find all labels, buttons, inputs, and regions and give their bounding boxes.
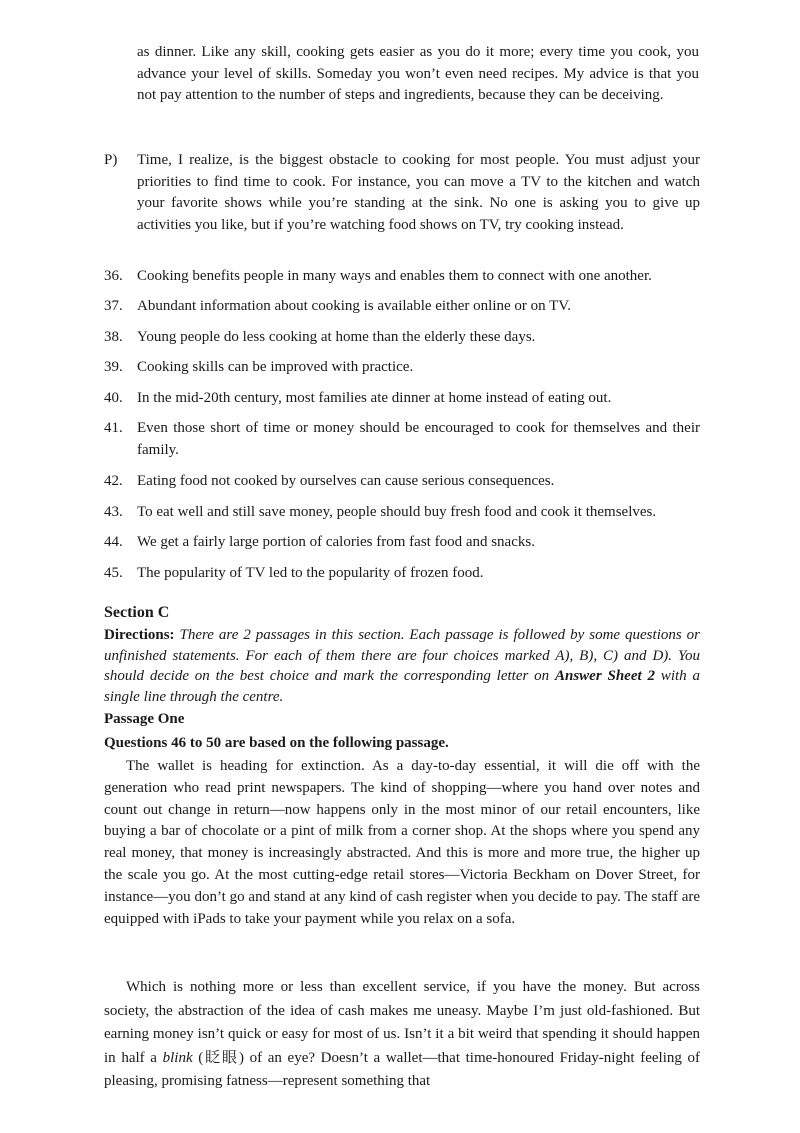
statement-number: 40.: [104, 390, 123, 406]
statement-number: 44.: [104, 534, 123, 550]
statement-41: [104, 418, 700, 461]
passage-title: Passage One: [104, 711, 185, 727]
statement-text: Young people do less cooking at home than the elderly these days.: [137, 329, 536, 345]
statement-number: 39.: [104, 359, 123, 375]
statement-39: [104, 357, 700, 379]
statement-text: In the mid-20th century, most families ate dinner at home instead of eating out.: [137, 390, 612, 406]
statement-43: [104, 502, 700, 524]
statement-number: 43.: [104, 504, 123, 520]
statement-number: 37.: [104, 298, 123, 314]
statement-number: 36.: [104, 268, 123, 284]
continuation-paragraph: as dinner. Like any skill, cooking gets easier as you do it more; every time you cook, you advance your level of skills. Someday you won’t even need recipes. My advice is that you not pay attention to the number of steps and ingredients, because they can be deceiving.: [137, 44, 699, 103]
statement-text: The popularity of TV led to the popularity of frozen food.: [137, 565, 484, 581]
paragraph-label: P): [104, 152, 118, 168]
passage-paragraph-1: The wallet is heading for extinction. As a day-to-day essential, it will die off with the generation who read print newspapers. The kind of shopping—where you hand over notes and count out change in return—now happens only in the most minor of our retail encounters, like buying a bar of chocolate or a pint of milk from a corner shop. At the shops where you spend any real money, that money is increasingly abstracted. And this is more and more true, the higher up the scale you go. At the most cutting-edge retail stores—Victoria Beckham on Dover Street, for instance—you don’t go and stand at any kind of cash register when you decide to pay. The staff are equipped with iPads to take your payment while you relax on a sofa.: [104, 758, 700, 927]
statement-text: To eat well and still save money, people should buy fresh food and cook it themselves.: [137, 504, 657, 520]
blink-word: blink: [162, 1049, 193, 1066]
statement-38: [104, 327, 700, 349]
passage-paragraph-2: [104, 976, 700, 1094]
questions-heading: Questions 46 to 50 are based on the following passage.: [104, 735, 449, 751]
directions-text: There are 2 passages in this section. Each passage is followed by some questions or unfinished statements. For each of them there are four choices marked A), B), C) and D). You should decide on the best choice and mark the corresponding letter on: [104, 627, 701, 684]
statement-number: 38.: [104, 329, 123, 345]
statement-40: [104, 388, 700, 410]
blink-gloss: (眨眼): [198, 1049, 244, 1066]
statement-44: [104, 532, 700, 554]
paragraph-2-text: Which is nothing more or less than excellent service, if you have the money. But across society, the abstraction of the idea of cash makes me uneasy. Maybe I’m just old-fashioned. But earning money isn’t quick or easy for most of us. Isn’t it a bit weird that spending it should happen in half a: [104, 979, 700, 1066]
statement-36: [104, 266, 700, 288]
directions-text-end: with a single line through the centre.: [104, 668, 701, 705]
directions: [104, 625, 700, 707]
statement-number: 45.: [104, 565, 123, 581]
directions-label: Directions:: [104, 627, 175, 643]
statement-number: 42.: [104, 473, 123, 489]
paragraph-2-text-end: of an eye? Doesn’t a wallet—that time-honoured Friday-night feeling of pleasing, promising fatness—represent something that: [104, 1049, 701, 1089]
statement-text: Abundant information about cooking is available either online or on TV.: [137, 298, 571, 314]
statement-text: Even those short of time or money should be encouraged to cook for themselves and their family.: [137, 420, 700, 458]
statement-text: Cooking benefits people in many ways and enables them to connect with one another.: [137, 268, 652, 284]
paragraph-text: Time, I realize, is the biggest obstacle to cooking for most people. You must adjust your priorities to find time to cook. For instance, you can move a TV to the kitchen and watch your favorite shows while you’re standing at the sink. No one is asking you to give up activities you like, but if you’re watching food shows on TV, try cooking instead.: [137, 152, 700, 233]
answer-sheet-label: Answer Sheet 2: [554, 668, 655, 684]
statement-42: [104, 471, 700, 493]
paragraph-p: [104, 150, 700, 236]
statement-text: Eating food not cooked by ourselves can cause serious consequences.: [137, 473, 555, 489]
section-heading: Section C: [104, 604, 170, 621]
statement-37: [104, 296, 700, 318]
statement-45: [104, 563, 700, 585]
statement-text: Cooking skills can be improved with practice.: [137, 359, 414, 375]
statement-text: We get a fairly large portion of calories from fast food and snacks.: [137, 534, 535, 550]
statement-number: 41.: [104, 420, 123, 436]
